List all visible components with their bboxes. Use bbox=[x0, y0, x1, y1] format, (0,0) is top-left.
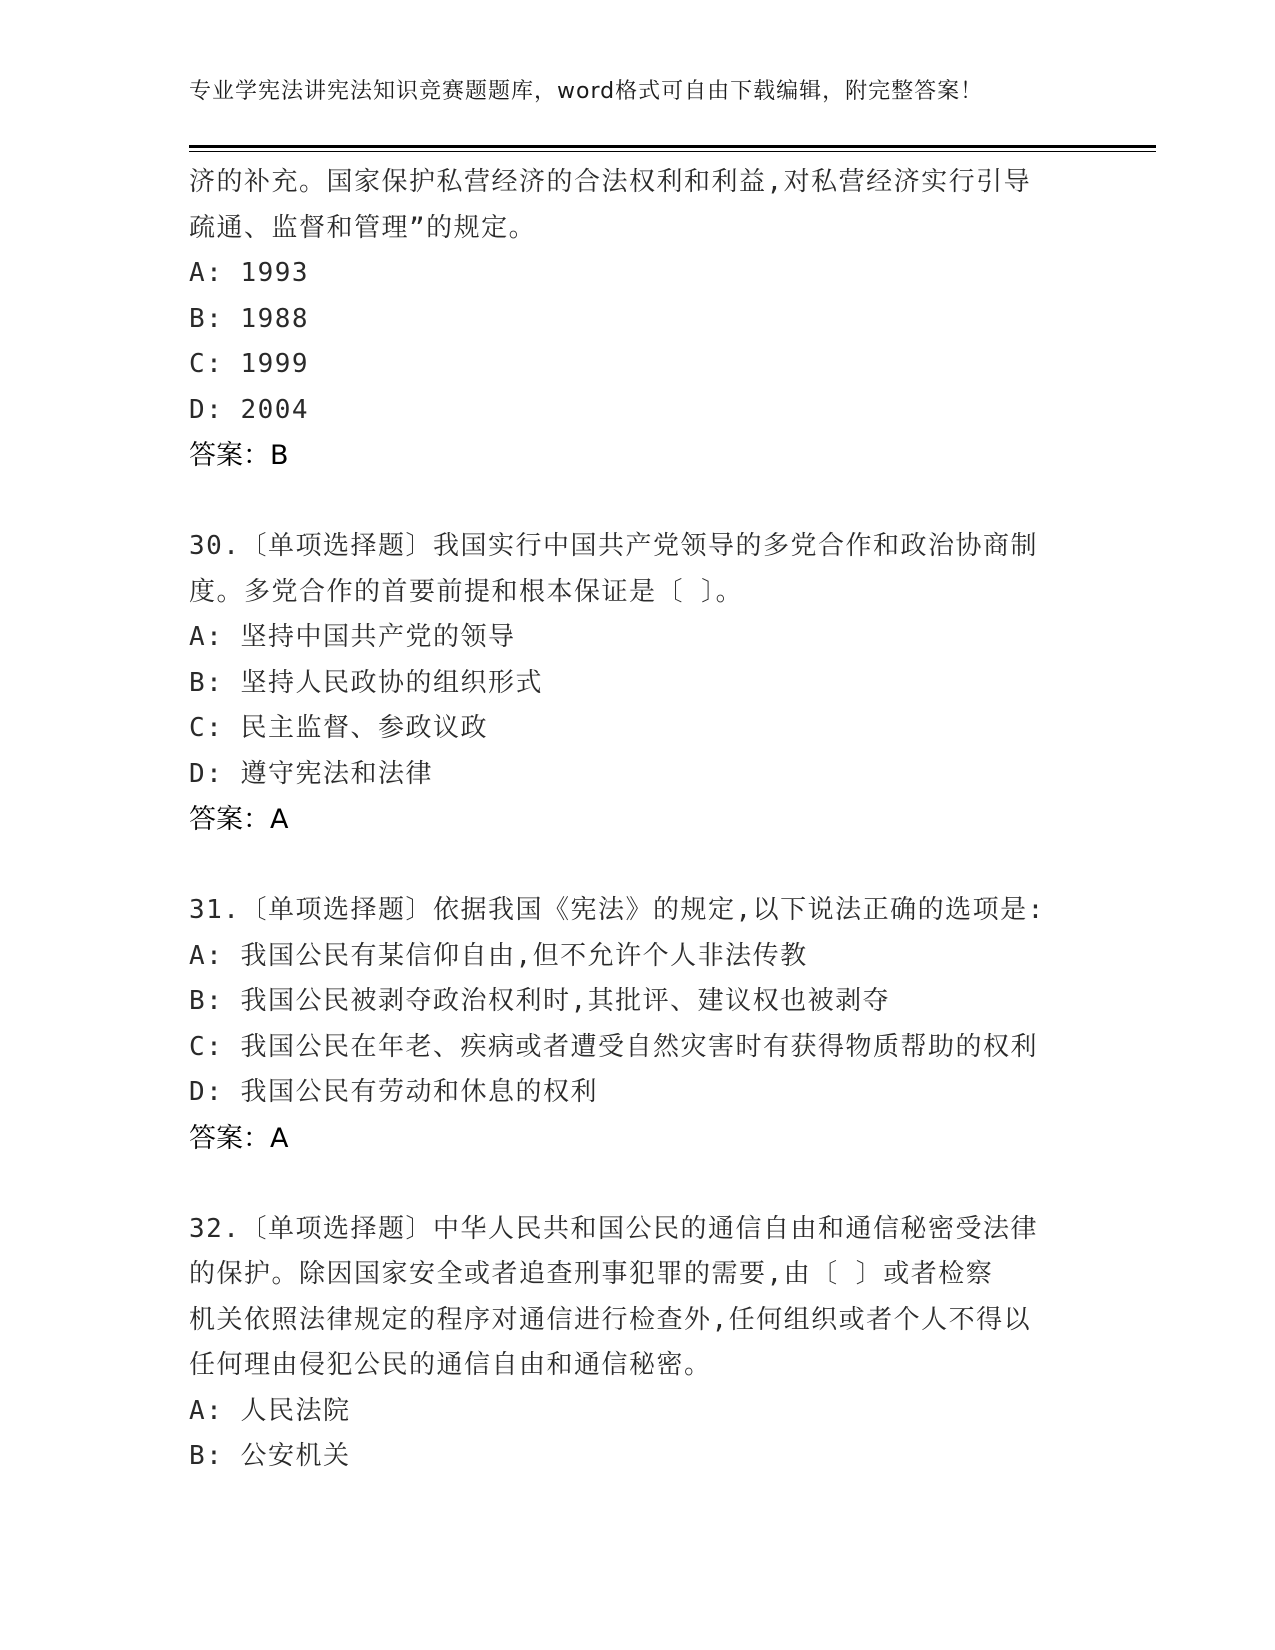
option-b: B: 公安机关 bbox=[189, 1441, 351, 1471]
spacer bbox=[189, 1161, 1109, 1207]
option-d: D: 2004 bbox=[189, 394, 310, 425]
question-block-30 bbox=[189, 524, 1109, 843]
question-text-line: 的保护。除因国家安全或者追查刑事犯罪的需要,由〔 〕或者检察 bbox=[189, 1259, 994, 1289]
header-rule-thin bbox=[189, 151, 1156, 152]
question-text-line: 济的补充。国家保护私营经济的合法权利和利益,对私营经济实行引导 bbox=[189, 167, 1032, 197]
spacer bbox=[189, 843, 1109, 889]
question-content bbox=[189, 160, 1109, 1480]
answer-line: 答案：B bbox=[189, 440, 289, 471]
option-b: B: 我国公民被剥夺政治权利时,其批评、建议权也被剥夺 bbox=[189, 986, 891, 1016]
question-block-31 bbox=[189, 888, 1109, 1161]
option-c: C: 我国公民在年老、疾病或者遭受自然灾害时有获得物质帮助的权利 bbox=[189, 1031, 1038, 1062]
question-text-line: 疏通、监督和管理”的规定。 bbox=[189, 212, 537, 243]
option-a: A: 我国公民有某信仰自由,但不允许个人非法传教 bbox=[189, 940, 808, 971]
question-text-line: 32.〔单项选择题〕中华人民共和国公民的通信自由和通信秘密受法律 bbox=[189, 1213, 1038, 1244]
option-d: D: 我国公民有劳动和休息的权利 bbox=[189, 1077, 598, 1107]
option-b: B: 坚持人民政协的组织形式 bbox=[189, 667, 543, 698]
answer-line: 答案：A bbox=[189, 804, 289, 835]
question-text-line: 度。多党合作的首要前提和根本保证是〔 〕。 bbox=[189, 576, 744, 607]
question-block-continued bbox=[189, 160, 1109, 479]
option-c: C: 1999 bbox=[189, 349, 310, 379]
spacer bbox=[189, 479, 1109, 525]
option-a: A: 坚持中国共产党的领导 bbox=[189, 622, 516, 652]
header-rule-thick bbox=[189, 145, 1156, 148]
question-block-32 bbox=[189, 1207, 1109, 1480]
question-text-line: 31.〔单项选择题〕依据我国《宪法》的规定,以下说法正确的选项是: bbox=[189, 895, 1045, 925]
option-d: D: 遵守宪法和法律 bbox=[189, 758, 433, 789]
option-b: B: 1988 bbox=[189, 303, 310, 334]
question-text-line: 任何理由侵犯公民的通信自由和通信秘密。 bbox=[189, 1350, 712, 1380]
question-text-line: 机关依照法律规定的程序对通信进行检查外,任何组织或者个人不得以 bbox=[189, 1304, 1032, 1335]
answer-line: 答案：A bbox=[189, 1122, 289, 1154]
question-text-line: 30.〔单项选择题〕我国实行中国共产党领导的多党合作和政治协商制 bbox=[189, 531, 1038, 561]
option-c: C: 民主监督、参政议政 bbox=[189, 713, 488, 743]
document-header: 专业学宪法讲宪法知识竞赛题题库，word格式可自由下载编辑，附完整答案！ bbox=[189, 79, 984, 104]
option-a: A: 1993 bbox=[189, 258, 310, 288]
option-a: A: 人民法院 bbox=[189, 1395, 351, 1426]
